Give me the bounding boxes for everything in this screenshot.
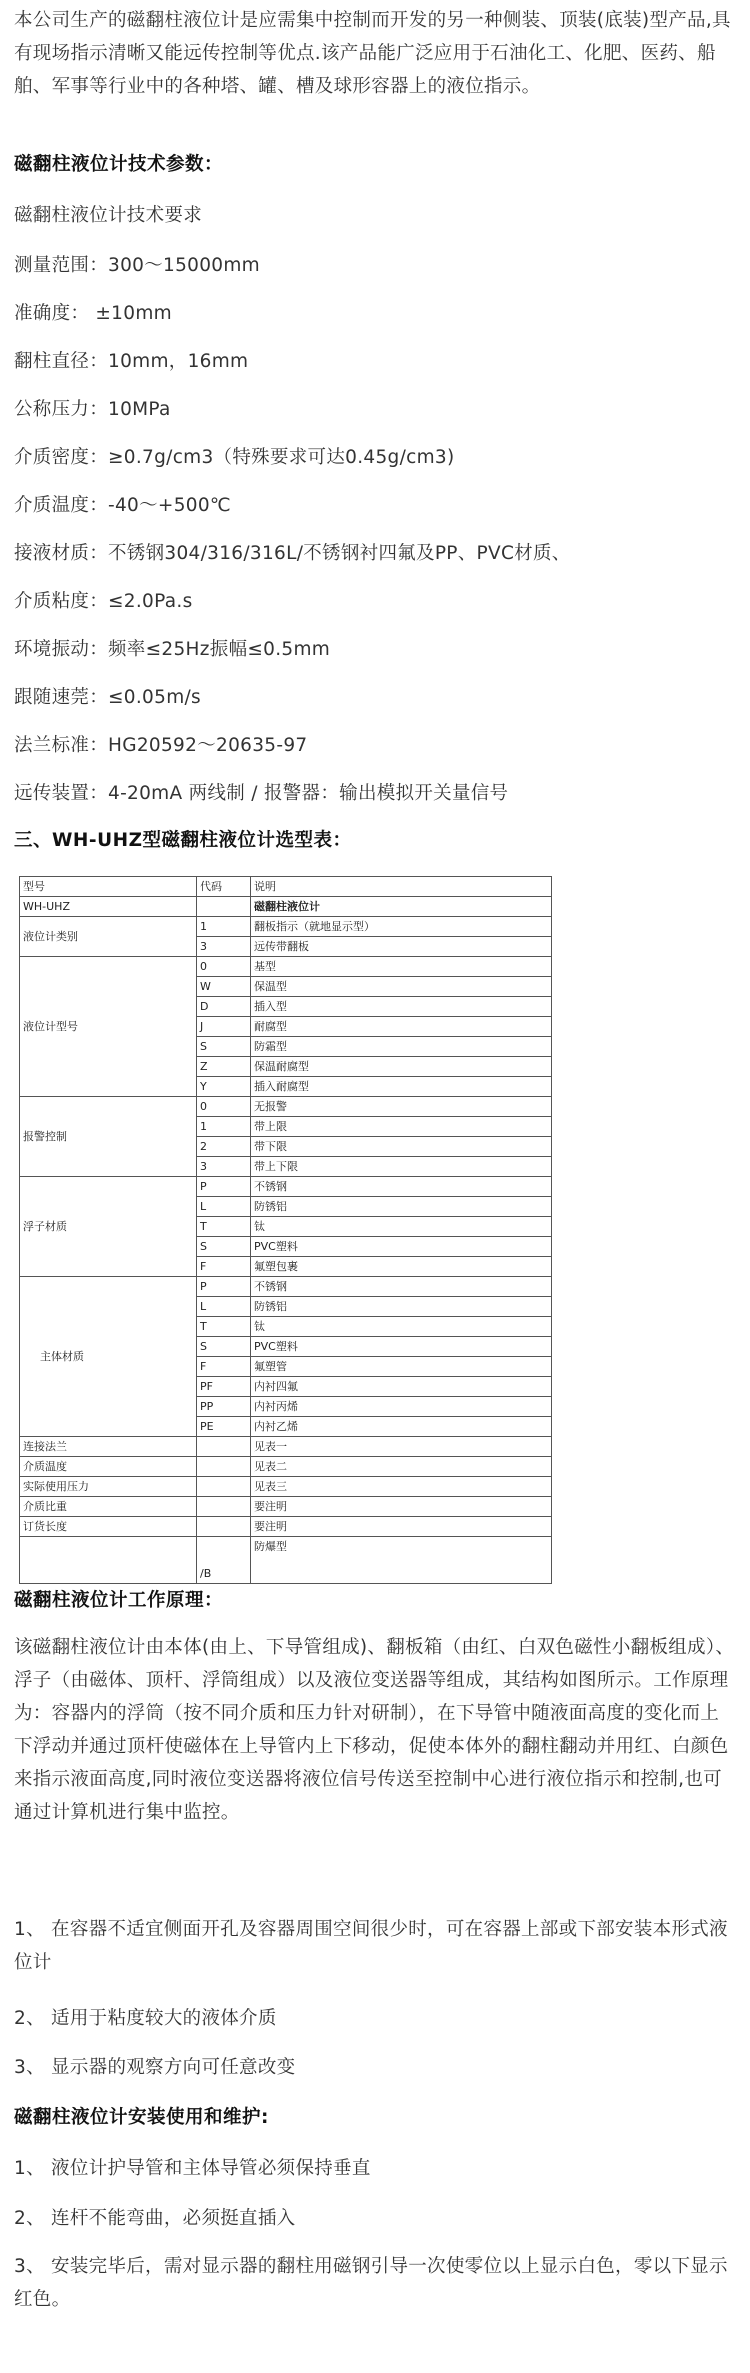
table-cell: 0 <box>197 957 251 977</box>
table-cell: D <box>197 997 251 1017</box>
table-cell: 带上限 <box>251 1117 552 1137</box>
table-cell: 见表二 <box>251 1457 552 1477</box>
table-cell: 保温型 <box>251 977 552 997</box>
table-cell: 翻板指示（就地显示型） <box>251 917 552 937</box>
specs-heading: 磁翻柱液位计技术参数： <box>14 154 224 175</box>
table-cell: 基型 <box>251 957 552 977</box>
table-cell: PE <box>197 1417 251 1437</box>
group-label: 液位计型号 <box>20 957 197 1097</box>
table-cell: 内衬丙烯 <box>251 1397 552 1417</box>
table-cell: 要注明 <box>251 1497 552 1517</box>
table-cell: 防爆型 <box>251 1537 552 1584</box>
principle-heading: 磁翻柱液位计工作原理： <box>14 1590 224 1611</box>
spec-item: 介质密度：≥0.7g/cm3（特殊要求可达0.45g/cm3) <box>14 447 455 468</box>
table-cell <box>197 1497 251 1517</box>
table-cell: 插入耐腐型 <box>251 1077 552 1097</box>
table-cell: 钛 <box>251 1317 552 1337</box>
table-cell: L <box>197 1297 251 1317</box>
table-cell: 耐腐型 <box>251 1017 552 1037</box>
principle-point: 3、 显示器的观察方向可任意改变 <box>14 2057 296 2078</box>
table-cell: 带下限 <box>251 1137 552 1157</box>
specs-subtitle: 磁翻柱液位计技术要求 <box>14 205 203 226</box>
spec-item: 远传装置：4-20mA 两线制 / 报警器：输出模拟开关量信号 <box>14 783 509 804</box>
table-cell: Z <box>197 1057 251 1077</box>
table-cell <box>197 897 251 917</box>
table-cell: 远传带翻板 <box>251 937 552 957</box>
table-cell <box>20 1537 197 1584</box>
maintenance-point: 3、 安装完毕后，需对显示器的翻柱用磁钢引导一次使零位以上显示白色，零以下显示红色。 <box>14 2256 728 2310</box>
table-cell: 氟塑管 <box>251 1357 552 1377</box>
table-cell: 防锈铝 <box>251 1297 552 1317</box>
table-cell: 内衬四氟 <box>251 1377 552 1397</box>
table-cell <box>197 1517 251 1537</box>
spec-item: 准确度： ±10mm <box>14 303 172 324</box>
table-cell: 1 <box>197 917 251 937</box>
table-row <box>20 1437 552 1457</box>
selection-table <box>19 876 552 1584</box>
table-cell: 介质温度 <box>20 1457 197 1477</box>
table-cell: T <box>197 1217 251 1237</box>
table-cell: 内衬乙烯 <box>251 1417 552 1437</box>
table-row <box>20 1277 552 1297</box>
table-cell: F <box>197 1357 251 1377</box>
table-cell <box>197 1477 251 1497</box>
table-cell: S <box>197 1337 251 1357</box>
table-cell: 保温耐腐型 <box>251 1057 552 1077</box>
table-cell: 3 <box>197 937 251 957</box>
table-cell: 实际使用压力 <box>20 1477 197 1497</box>
principle-paragraph: 该磁翻柱液位计由本体(由上、下导管组成)、翻板箱（由红、白双色磁性小翻板组成）、浮子（由磁体、顶杆、浮筒组成）以及液位变送器等组成，其结构如图所示。工作原理为：容器内的浮筒（按不同介质和压力针对研制），在下导管中随液面高度的变化而上下浮动并通过顶杆使磁体在上导管内上下移动，促使本体外的翻柱翻动并用红、白颜色来指示液面高度,同时液位变送器将液位信号传送至控制中心进行液位指示和控制,也可通过计算机进行集中监控。 <box>14 1637 735 1823</box>
table-cell: T <box>197 1317 251 1337</box>
table-cell: 带上下限 <box>251 1157 552 1177</box>
spec-item: 介质温度：-40～+500℃ <box>14 495 232 516</box>
table-cell: 插入型 <box>251 997 552 1017</box>
table-cell: 磁翻柱液位计 <box>251 897 552 917</box>
spec-item: 测量范围：300～15000mm <box>14 255 261 276</box>
table-cell: 见表一 <box>251 1437 552 1457</box>
group-label: 主体材质 <box>20 1277 197 1437</box>
table-cell: Y <box>197 1077 251 1097</box>
table-cell: 介质比重 <box>20 1497 197 1517</box>
table-cell: WH-UHZ <box>20 897 197 917</box>
table-row <box>20 957 552 977</box>
table-cell: PVC塑料 <box>251 1337 552 1357</box>
table-cell: 无报警 <box>251 1097 552 1117</box>
table-cell: PVC塑料 <box>251 1237 552 1257</box>
table-row <box>20 1097 552 1117</box>
table-cell: 代码 <box>197 877 251 897</box>
spec-item: 跟随速莞：≤0.05m/s <box>14 687 201 708</box>
table-row <box>20 1477 552 1497</box>
table-cell: F <box>197 1257 251 1277</box>
table-row <box>20 1457 552 1477</box>
table-header-row <box>20 877 552 897</box>
table-cell: 订货长度 <box>20 1517 197 1537</box>
table-cell: 防霜型 <box>251 1037 552 1057</box>
table-cell: 不锈钢 <box>251 1277 552 1297</box>
table-row <box>20 1497 552 1517</box>
table-cell: 1 <box>197 1117 251 1137</box>
table-cell: 氟塑包裹 <box>251 1257 552 1277</box>
spec-item: 法兰标准：HG20592～20635-97 <box>14 735 308 756</box>
table-cell: S <box>197 1237 251 1257</box>
principle-point: 1、 在容器不适宜侧面开孔及容器周围空间很少时，可在容器上部或下部安装本形式液位计 <box>14 1919 728 1973</box>
table-cell: 2 <box>197 1137 251 1157</box>
spec-item: 翻柱直径：10mm，16mm <box>14 351 249 372</box>
table-cell: 防锈铝 <box>251 1197 552 1217</box>
table-row <box>20 1537 552 1584</box>
table-row <box>20 1517 552 1537</box>
table-row <box>20 1177 552 1197</box>
table-cell <box>197 1437 251 1457</box>
maintenance-point: 1、 液位计护导管和主体导管必须保持垂直 <box>14 2158 371 2179</box>
table-cell: L <box>197 1197 251 1217</box>
group-label: 浮子材质 <box>20 1177 197 1277</box>
table-cell: 钛 <box>251 1217 552 1237</box>
maintenance-point: 2、 连杆不能弯曲，必须挺直插入 <box>14 2208 296 2229</box>
table-cell: PP <box>197 1397 251 1417</box>
table-cell: W <box>197 977 251 997</box>
table-cell: 见表三 <box>251 1477 552 1497</box>
table-cell: 型号 <box>20 877 197 897</box>
table-cell: 不锈钢 <box>251 1177 552 1197</box>
spec-item: 环境振动：频率≤25Hz振幅≤0.5mm <box>14 639 331 660</box>
table-cell: 3 <box>197 1157 251 1177</box>
selection-heading: 三、WH-UHZ型磁翻柱液位计选型表： <box>14 830 352 851</box>
table-cell: P <box>197 1277 251 1297</box>
spec-item: 介质粘度：≤2.0Pa.s <box>14 591 193 612</box>
maintenance-heading: 磁翻柱液位计安装使用和维护: <box>14 2107 269 2128</box>
spec-item: 公称压力：10MPa <box>14 399 171 420</box>
table-cell: J <box>197 1017 251 1037</box>
table-cell: P <box>197 1177 251 1197</box>
table-row <box>20 917 552 937</box>
table-cell: /B <box>197 1537 251 1584</box>
table-cell: 连接法兰 <box>20 1437 197 1457</box>
principle-point: 2、 适用于粘度较大的液体介质 <box>14 2008 277 2029</box>
table-cell <box>197 1457 251 1477</box>
group-label: 报警控制 <box>20 1097 197 1177</box>
table-cell: 说明 <box>251 877 552 897</box>
group-label: 液位计类别 <box>20 917 197 957</box>
table-cell: 要注明 <box>251 1517 552 1537</box>
table-cell: PF <box>197 1377 251 1397</box>
table-cell: S <box>197 1037 251 1057</box>
spec-item: 接液材质：不锈钢304/316/316L/不锈钢衬四氟及PP、PVC材质、 <box>14 543 571 564</box>
table-cell: 0 <box>197 1097 251 1117</box>
table-row <box>20 897 552 917</box>
intro-paragraph: 本公司生产的磁翻柱液位计是应需集中控制而开发的另一种侧装、顶装(底装)型产品,具有现场指示清晰又能远传控制等优点.该产品能广泛应用于石油化工、化肥、医药、船舶、军事等行业中的各种塔、罐、槽及球形容器上的液位指示。 <box>14 10 731 97</box>
